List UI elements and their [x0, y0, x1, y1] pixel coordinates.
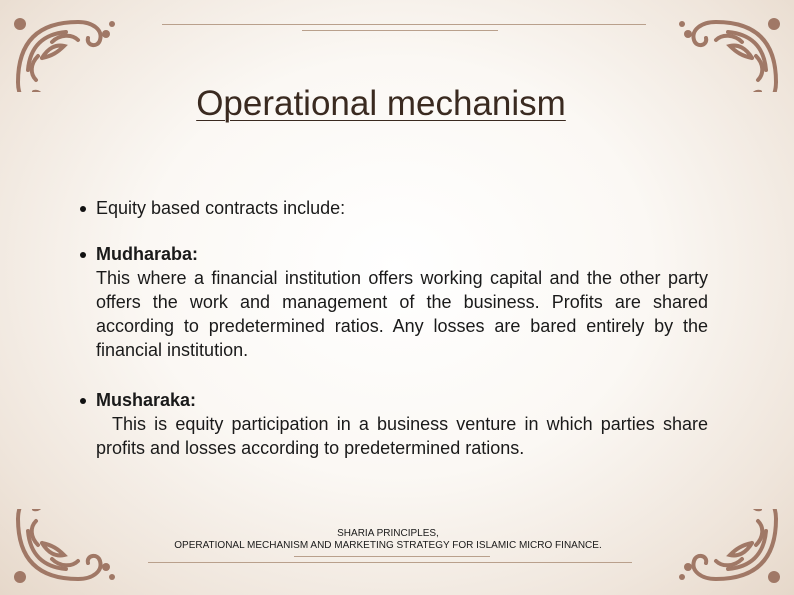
top-divider-line — [162, 24, 646, 25]
bullet-dot-icon — [80, 398, 86, 404]
ornament-corner-top-right-icon — [666, 12, 786, 92]
bullet-dot-icon — [80, 206, 86, 212]
ornament-corner-top-left-icon — [8, 12, 128, 92]
slide-footer — [100, 528, 676, 552]
top-divider-line-short — [302, 30, 498, 31]
bullet-text: Equity based contracts include: — [96, 198, 346, 218]
footer-line-2: OPERATIONAL MECHANISM AND MARKETING STRATEGY FOR ISLAMIC MICRO FINANCE. — [174, 540, 602, 551]
bullet-heading: Musharaka: — [96, 390, 197, 410]
bullet-item-musharaka — [84, 388, 708, 460]
bullet-item-equity — [84, 196, 708, 220]
bottom-divider-line-short — [294, 556, 490, 557]
bullet-list — [84, 196, 708, 460]
bullet-heading: Mudharaba: — [96, 244, 199, 264]
bullet-item-mudharaba — [84, 242, 708, 362]
footer-line-1: SHARIA PRINCIPLES, — [337, 528, 439, 539]
bottom-divider-line — [148, 562, 632, 563]
bullet-text: This where a financial institution offers working capital and the other party offers the work and management of the business. Profits are shared according to predetermined ratios. Any losses are bared entirely by the financial institution. — [96, 268, 708, 360]
slide-title: Operational mechanism — [196, 84, 566, 123]
bullet-text: This is equity participation in a business venture in which parties share profits and losses according to predetermined rations. — [96, 414, 708, 458]
ornament-corner-bottom-right-icon — [666, 509, 786, 589]
bullet-dot-icon — [80, 252, 86, 258]
